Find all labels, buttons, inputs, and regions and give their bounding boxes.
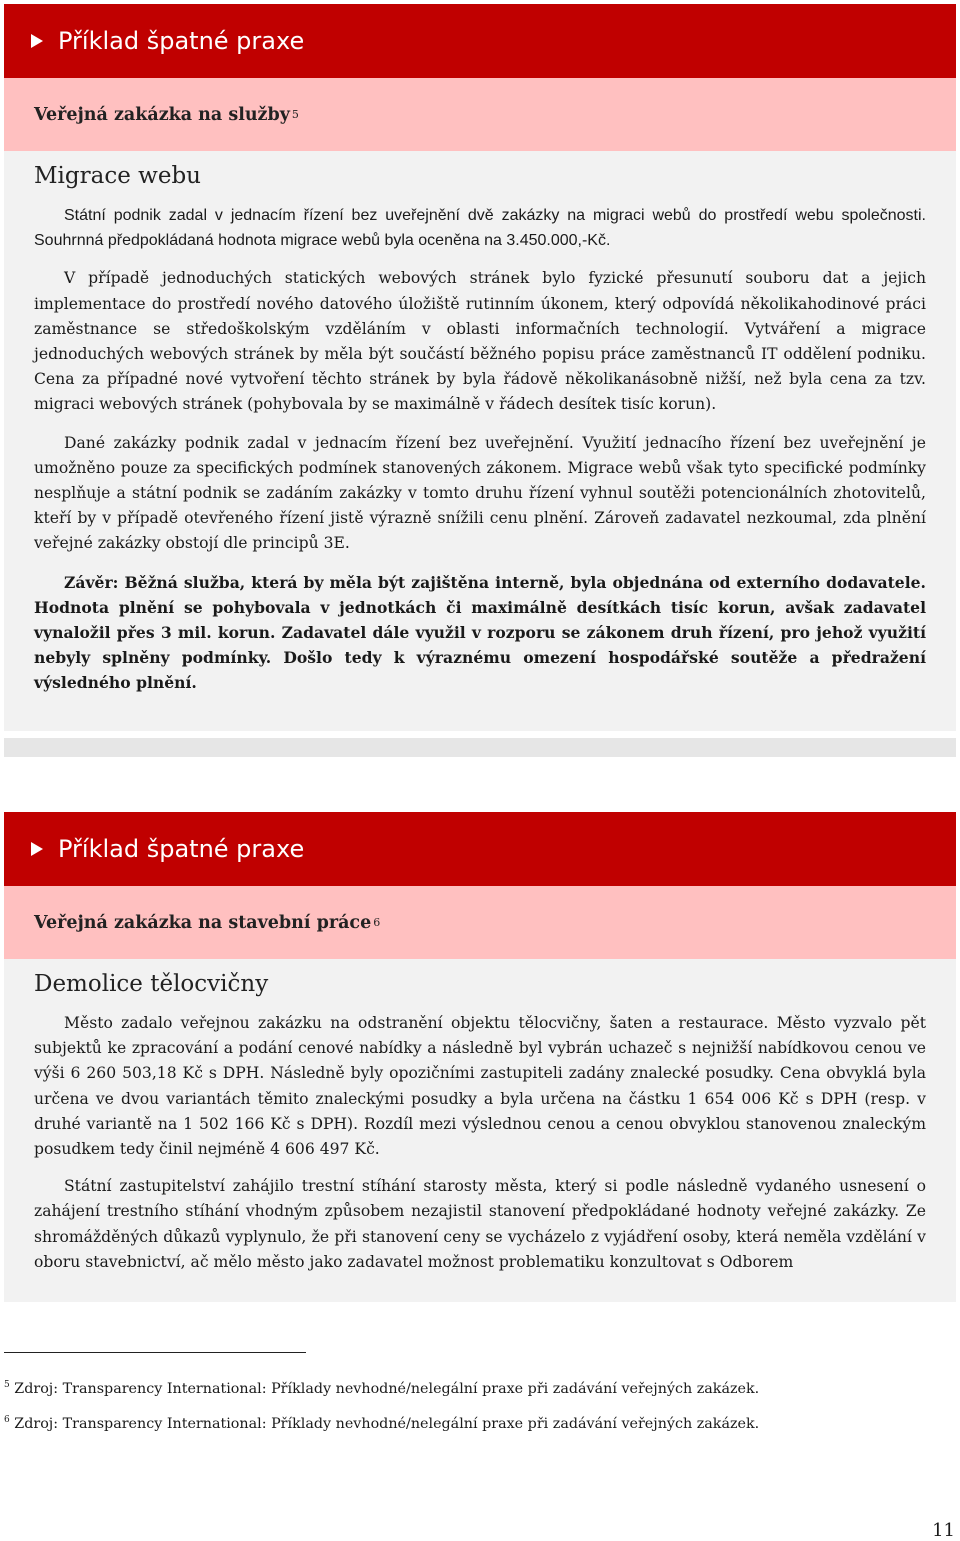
case-title: Migrace webu [34, 163, 201, 189]
paragraph: Státní zastupitelství zahájilo trestní stíhání starosty města, který si podle následně vydaného usnesení o zahájení trestního stíhání vhodným způsobem nezajistil stanovení předpokládané hodnoty veřejné zakázky. Ze shromážděných důkazů vyplynulo, že při stanovení ceny se vycházelo z vyjádření osoby, která neměla vzdělání v oboru stavebnictví, ač mělo město jako zadavatel možnost problematiku konzultovat s Odborem [34, 1177, 926, 1271]
footnote-text: Zdroj: Transparency International: Příklady nevhodné/nelegální praxe při zadávání veřejných zakázek. [14, 1380, 760, 1397]
triangle-icon [31, 34, 43, 48]
box-shadow [4, 738, 956, 757]
paragraph: V případě jednoduchých statických webových stránek bylo fyzické přesunutí souboru dat a jejich implementace do prostředí nového datového úložiště rutinním úkonem, který odpovídá několikahodinové práci zaměstnance se středoškolským vzděláním v oblasti informačních technologií. Vytváření a migrace jednoduchých webových stránek by měla být součástí běžného popisu práce zaměstnanců IT oddělení podniku. Cena za případné nové vytvoření těchto stránek by byla řádově několikanásobně nižší, než byla cena za tzv. migraci webových stránek (pohybovala by se maximálně v řádech desítek tisíc korun). [34, 269, 926, 414]
footnote-ref: 6 [373, 916, 381, 929]
footnote-separator [4, 1352, 306, 1353]
conclusion-paragraph: Závěr: Běžná služba, která by měla být zajištěna interně, byla objednána od externího dodavatele. Hodnota plnění se pohybovala v jednotkách či maximálně desítkách tisíc korun, avšak zadavatel vynaložil přes 3 mil. korun. Zadavatel dále využil v rozporu se zákonem druh řízení, pro jehož využití nebyly splněny podmínky. Došlo tedy k výraznému omezení hospodářské soutěže a předražení výsledného plnění. [34, 572, 926, 693]
bad-practice-box-1 [4, 4, 956, 731]
subheader-text: Veřejná zakázka na služby [34, 104, 290, 125]
case-title: Demolice tělocvičny [34, 971, 269, 997]
section-header [4, 4, 956, 78]
paragraph: Státní podnik zadal v jednacím řízení bez uveřejnění dvě zakázky na migraci webů do prostředí webu společnosti. Souhrnná předpokládaná hodnota migrace webů byla oceněna na 3.450.000,-Kč. [34, 207, 926, 250]
section-header-title: Příklad špatné praxe [58, 835, 305, 863]
subheader-text: Veřejná zakázka na stavební práce [34, 912, 372, 933]
footnote [4, 1380, 759, 1397]
section-subheader [4, 78, 956, 151]
footnote-number: 6 [4, 1415, 10, 1425]
section-subheader [4, 886, 956, 959]
footnote-text: Zdroj: Transparency International: Příklady nevhodné/nelegální praxe při zadávání veřejných zakázek. [14, 1415, 760, 1432]
bad-practice-box-2 [4, 812, 956, 1302]
footnote-ref: 5 [291, 108, 299, 121]
section-header [4, 812, 956, 886]
paragraph: Dané zakázky podnik zadal v jednacím řízení bez uveřejnění. Využití jednacího řízení bez uveřejnění je umožněno pouze za specifických podmínek stanovených zákonem. Migrace webů však tyto specifické podmínky nesplňuje a státní podnik se zadáním zakázky v tomto druhu řízení vyhnul soutěži potencionálních zhotovitelů, kteří by v případě otevřeného řízení jistě výrazně snížili cenu plnění. Zároveň zadavatel nezkoumal, zda plnění veřejné zakázky obstojí dle principů 3E. [34, 433, 926, 553]
page-number: 11 [932, 1520, 955, 1541]
paragraph: Město zadalo veřejnou zakázku na odstranění objektu tělocvičny, šaten a restaurace. Město vyzvalo pět subjektů ke zpracování a podání cenové nabídky a následně byl vybrán uchazeč s nejnižší nabídkovou cenou ve výši 6 260 503,18 Kč s DPH. Následně byly opozičními zastupiteli zadány znalecké posudky. Cena obvyklá byla určena ve dvou variantách těmito znaleckými posudky a byla určena na částku 1 654 006 Kč s DPH (resp. v druhé variantě na 1 502 166 Kč s DPH). Rozdíl mezi výslednou cenou a cenou obvyklou stanovenou znaleckým posudkem tedy činil nejméně 4 606 497 Kč. [34, 1014, 926, 1159]
section-header-title: Příklad špatné praxe [58, 27, 305, 55]
footnote-number: 5 [4, 1380, 10, 1390]
footnote [4, 1415, 759, 1432]
triangle-icon [31, 842, 43, 856]
